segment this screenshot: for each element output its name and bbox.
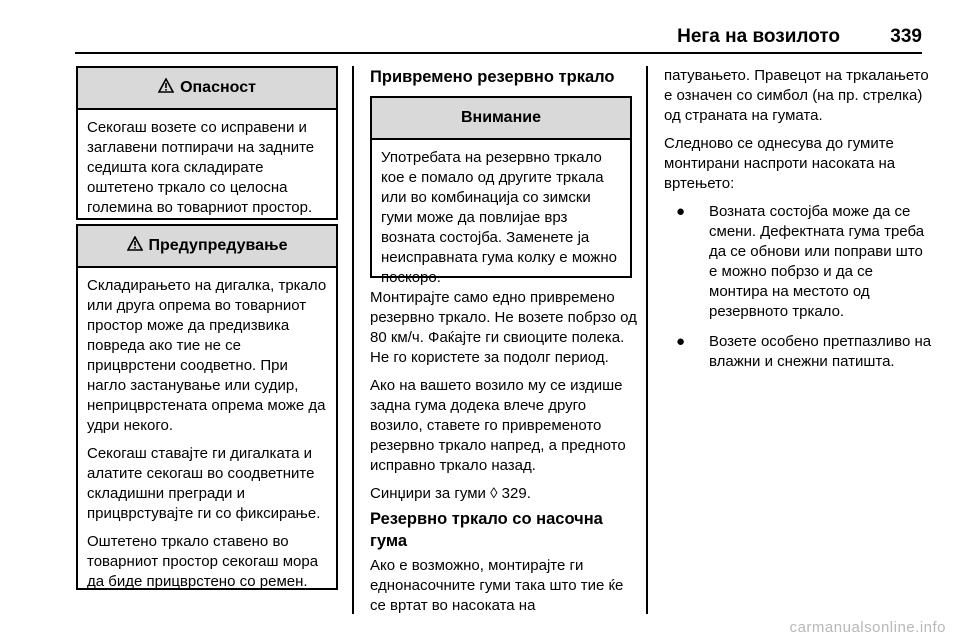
middle-paragraph: Ако е возможно, монтирајте ги еднонасочните гуми така што тие ќе се вртат во насоката на <box>370 557 624 614</box>
middle-paragraph: Синџири за гуми ◊ 329. <box>370 485 531 502</box>
bullet-item: ● Возете особено претпазливо на влажни и снежни патишта. <box>676 333 932 370</box>
warning-paragraph: Секогаш ставајте ги дигалката и алатите секогаш во соодветните складишни прегради и прицврстувајте ги со фиксирање. <box>87 445 321 522</box>
section-heading-temporary-spare: Привремено резервно тркало <box>370 68 615 86</box>
header-rule <box>75 52 922 54</box>
warning-triangle-icon <box>127 236 143 256</box>
middle-paragraph: Ако на вашето возило му се издише задна гума додека влече друго возило, ставете го привременото резервно тркало напред, а предното исправно тркало назад. <box>370 377 626 474</box>
right-paragraph: патувањето. Правецот на тркалањето е означен со симбол (на пр. стрелка) од страната на гумата. <box>664 67 929 124</box>
right-paragraph: Следново се однесува до гумите монтирани наспроти насоката на вртењето: <box>664 135 896 192</box>
warning-paragraph: Складирањето на дигалка, тркало или друга опрема во товарниот простор може да предизвика повреда ако тие не се прицврстени соодветно. При нагло застанување или судир, неприцврстената опрема може да удри некого. <box>87 277 327 434</box>
page-header-title: Нега на возилото <box>677 26 840 47</box>
bullet-dot-icon: ● <box>676 333 686 350</box>
middle-paragraph: Монтирајте само едно привремено резервно тркало. Не возете побрзо од 80 км/ч. Фаќајте ги свиоците полека. Не го користете за подолг период. <box>370 289 637 366</box>
warning-box-title: Предупредување <box>148 237 288 254</box>
right-text-block <box>664 66 932 382</box>
warning-box-header <box>78 226 336 268</box>
page-number: 339 <box>890 26 922 47</box>
notice-box <box>370 96 632 286</box>
watermark: carmanualsonline.info <box>789 619 946 636</box>
middle-text-block-2 <box>370 556 638 624</box>
warning-triangle-icon <box>158 78 174 98</box>
danger-box-title: Опасност <box>180 79 256 96</box>
danger-paragraph: Секогаш возете со исправени и заглавени потпирачи на задните седишта кога складирате оштетено тркало со целосна големина во товарниот простор. <box>87 119 315 216</box>
bullet-item: ● Возната состојба може да се смени. Дефектната гума треба да се обнови или поправи што е можно побрзо и да се монтира на местото од резервното тркало. <box>676 203 925 320</box>
column-divider-2 <box>646 66 648 614</box>
column-divider-1 <box>352 66 354 614</box>
danger-box <box>76 66 338 220</box>
bullet-dot-icon: ● <box>676 203 686 220</box>
notice-paragraph: Употребата на резервно тркало кое е помало од другите тркала или во комбинација со зимски гуми може да повлијае врз возната состојба. Заменете ја неисправната гума колку е можно поскоро. <box>381 149 617 286</box>
notice-box-title: Внимание <box>461 109 541 126</box>
section-heading-directional-tyre: Резервно тркало со насочна гума <box>370 510 603 550</box>
warning-paragraph: Оштетено тркало ставено во товарниот простор секогаш мора да биде прицврстено со ремен. <box>87 533 319 590</box>
bullet-list <box>664 202 932 372</box>
middle-text-block <box>370 288 638 512</box>
warning-box <box>76 224 338 590</box>
danger-box-header <box>78 68 336 110</box>
notice-box-header <box>372 98 630 140</box>
